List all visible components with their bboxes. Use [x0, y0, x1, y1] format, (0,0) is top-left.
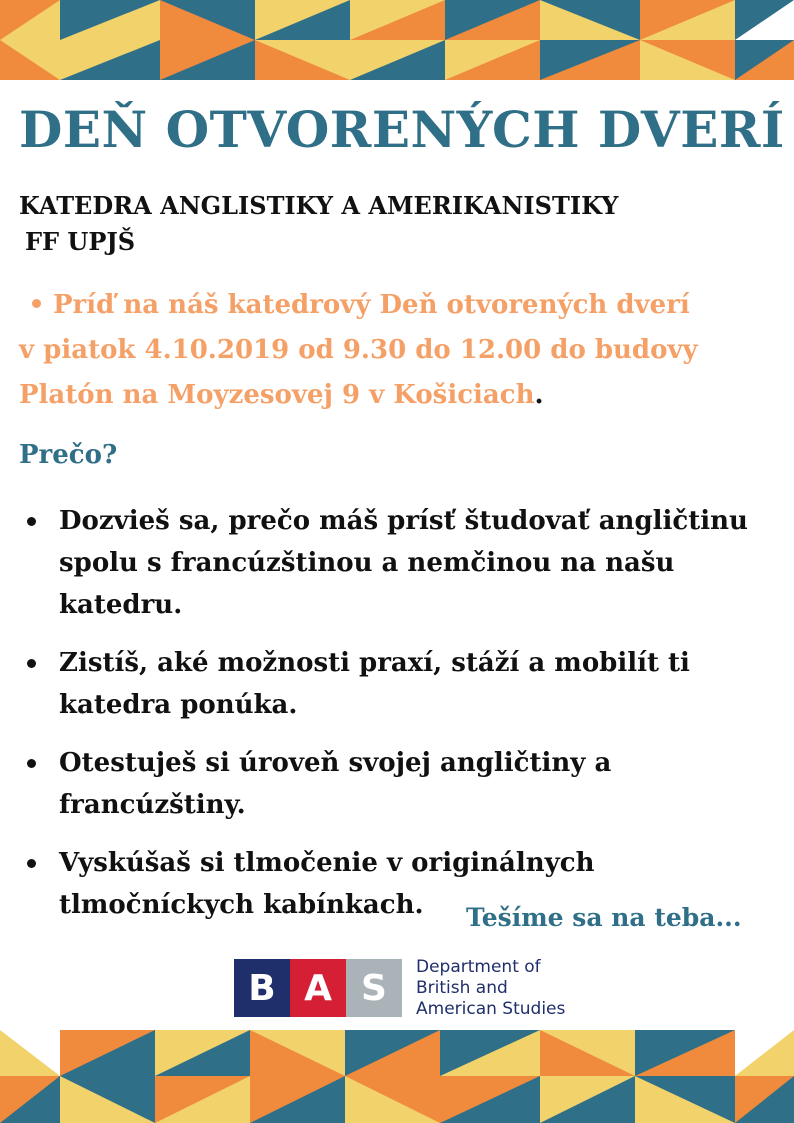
invitation-line-3: Platón na Moyzesovej 9 v Košiciach	[19, 380, 535, 410]
closing-text: Tešíme sa na teba...	[466, 903, 742, 932]
orange-bullet-icon	[32, 299, 41, 308]
subtitle-line-2: FF UPJŠ	[25, 227, 136, 256]
bullet-icon	[27, 859, 36, 868]
reason-3-line-2: francúzštiny.	[59, 790, 246, 820]
bullet-icon	[27, 759, 36, 768]
bas-logo	[234, 956, 566, 1019]
dept-line-1: Department of	[416, 956, 541, 977]
logo-letter-a: A	[290, 959, 346, 1017]
bullet-icon	[27, 517, 36, 526]
reason-1-line-2: spolu s francúzštinou a nemčinou na našu	[59, 548, 675, 578]
invitation-text	[19, 283, 759, 418]
top-decorative-band	[0, 0, 794, 80]
reason-1-line-1: Dozvieš sa, prečo máš prísť študovať angličtinu	[59, 506, 748, 536]
reason-4-line-2: tlmočníckych kabínkach.	[59, 890, 424, 920]
dept-line-2: British and	[416, 977, 508, 998]
reasons-list	[22, 500, 782, 942]
list-item	[22, 500, 782, 626]
top-triangle-pattern	[0, 0, 794, 80]
page-title: DEŇ OTVORENÝCH DVERÍ	[19, 100, 785, 159]
bottom-triangle-pattern	[0, 1030, 794, 1123]
list-item	[22, 742, 782, 826]
list-item	[22, 642, 782, 726]
logo-letter-s: S	[346, 959, 402, 1017]
bullet-icon	[27, 659, 36, 668]
department-subtitle	[19, 188, 618, 260]
invitation-line-2: v piatok 4.10.2019 od 9.30 do 12.00 do budovy	[19, 335, 698, 365]
logo-letter-b: B	[234, 959, 290, 1017]
reason-1-line-3: katedru.	[59, 590, 183, 620]
why-heading: Prečo?	[19, 440, 118, 470]
reason-2-line-1: Zistíš, aké možnosti praxí, stáží a mobilít ti	[59, 648, 690, 678]
reason-2-line-2: katedra ponúka.	[59, 690, 298, 720]
bottom-decorative-band	[0, 1030, 794, 1123]
subtitle-line-1: KATEDRA ANGLISTIKY A AMERIKANISTIKY	[19, 191, 619, 220]
invitation-line-1: Príď na náš katedrový Deň otvorených dverí	[53, 290, 690, 320]
logo-department-name	[416, 957, 565, 1020]
reason-3-line-1: Otestuješ si úroveň svojej angličtiny a	[59, 748, 612, 778]
invitation-end-punct: .	[534, 380, 544, 410]
dept-line-3: American Studies	[416, 998, 566, 1019]
reason-4-line-1: Vyskúšaš si tlmočenie v originálnych	[59, 848, 595, 878]
